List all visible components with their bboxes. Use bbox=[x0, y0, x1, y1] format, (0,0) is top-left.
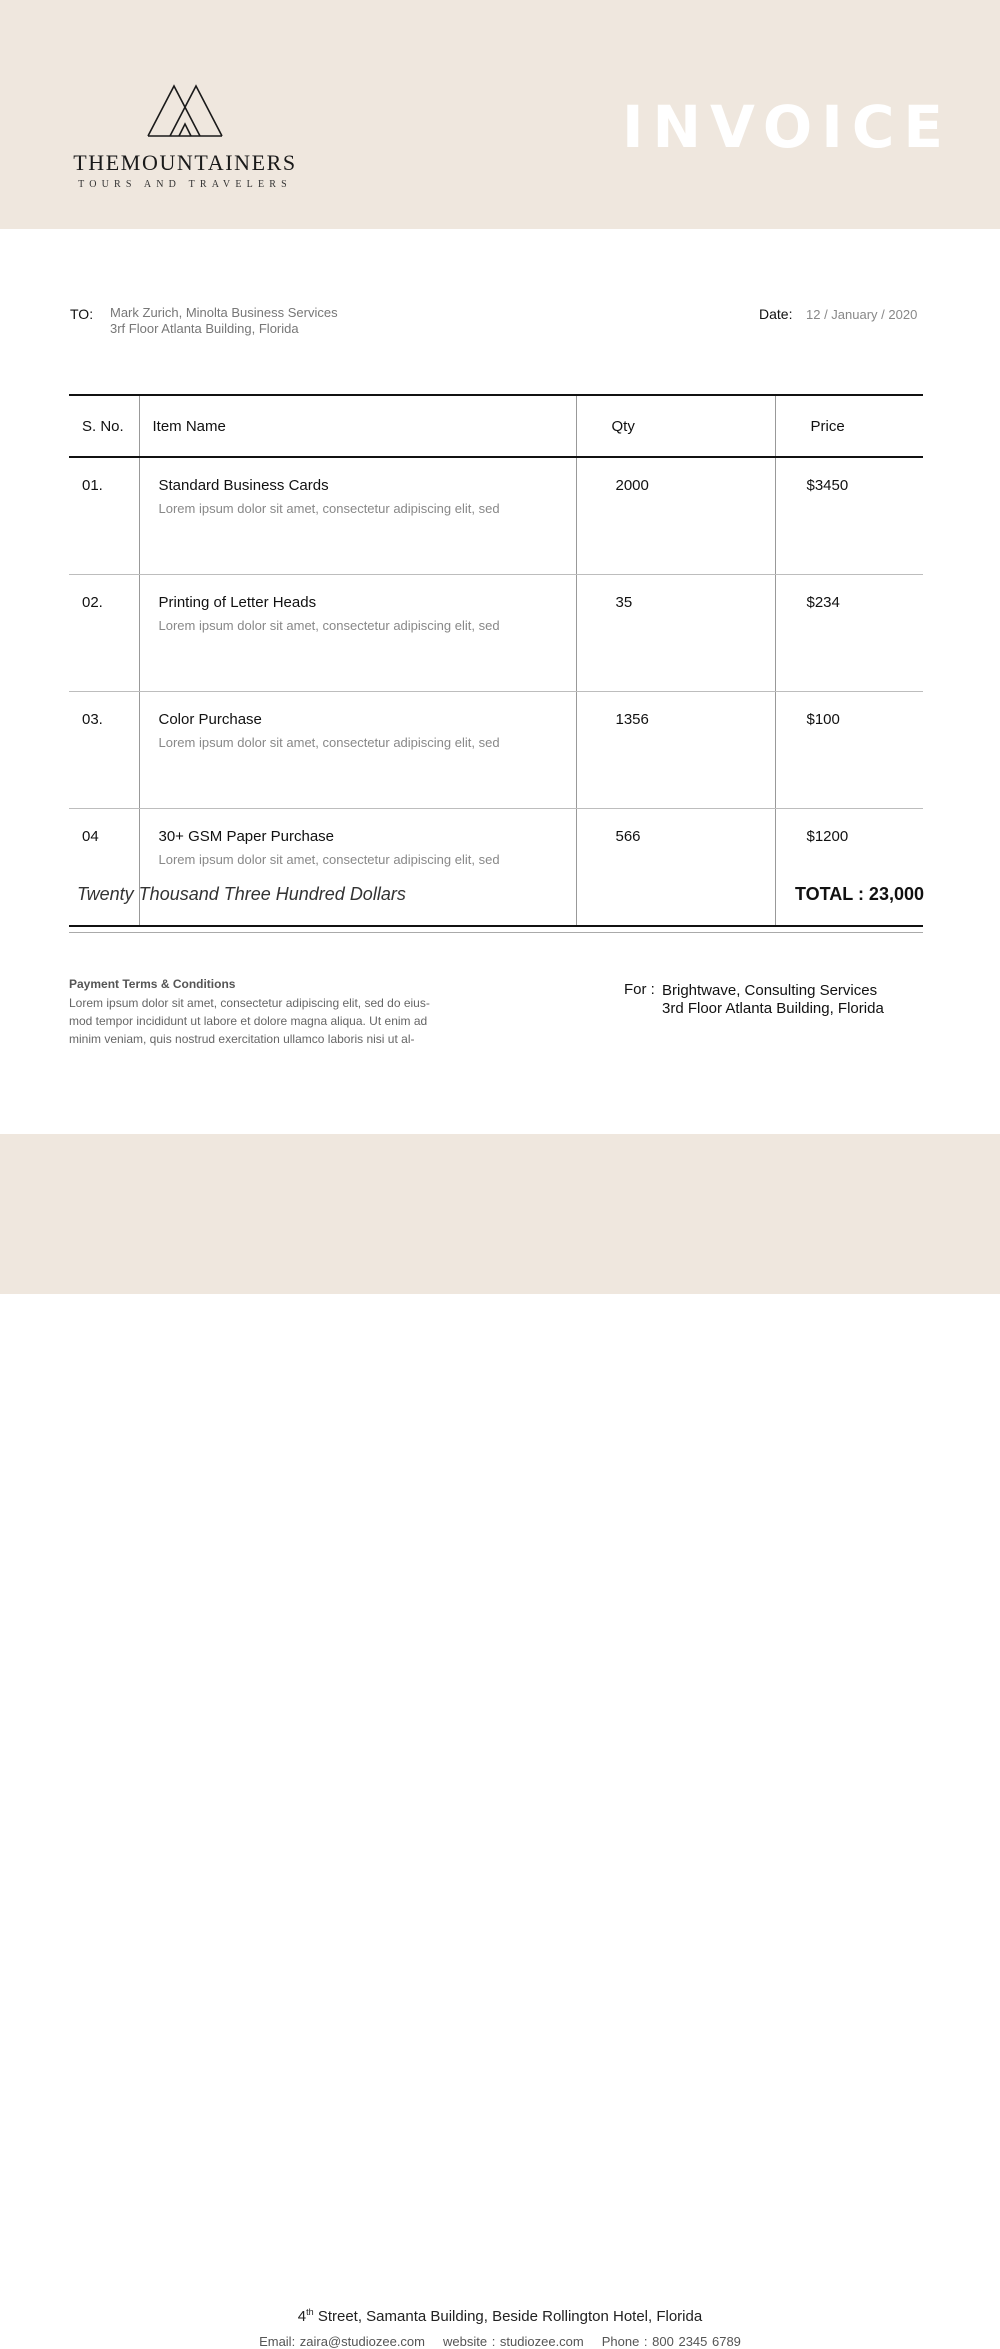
invoice-title: INVOICE bbox=[621, 93, 952, 161]
row-item-name: Color Purchase bbox=[158, 711, 262, 728]
footer-contact bbox=[0, 2334, 1000, 2349]
table-row bbox=[69, 457, 923, 575]
header-item-name: Item Name bbox=[139, 395, 576, 457]
row-serial: 01. bbox=[69, 457, 139, 575]
footer-website[interactable]: website : studiozee.com bbox=[443, 2334, 584, 2349]
table-row bbox=[69, 575, 923, 692]
to-label: TO: bbox=[70, 306, 94, 322]
row-serial: 04 bbox=[69, 809, 139, 927]
header-qty: Qty bbox=[576, 395, 775, 457]
to-address-line1: Mark Zurich, Minolta Business Services bbox=[110, 305, 338, 320]
for-label: For : bbox=[624, 981, 655, 998]
row-price: $100 bbox=[775, 692, 923, 809]
for-address-line1: Brightwave, Consulting Services bbox=[662, 982, 878, 999]
row-item-desc: Lorem ipsum dolor sit amet, consectetur adipiscing elit, sed bbox=[158, 852, 500, 867]
footer-street-number: 4 bbox=[297, 2308, 307, 2325]
header-serial: S. No. bbox=[69, 395, 139, 457]
mountain-logo-icon bbox=[146, 84, 224, 138]
invoice-total: TOTAL : 23,000 bbox=[794, 884, 924, 904]
row-price: $1200 bbox=[775, 809, 923, 927]
row-item-desc: Lorem ipsum dolor sit amet, consectetur adipiscing elit, sed bbox=[158, 735, 500, 750]
header-band bbox=[0, 0, 1000, 229]
table-row bbox=[69, 692, 923, 809]
amount-in-words: Twenty Thousand Three Hundred Dollars bbox=[77, 884, 406, 904]
footer-phone: Phone : 800 2345 6789 bbox=[601, 2334, 741, 2349]
footer-address bbox=[0, 2307, 1000, 2325]
table-row bbox=[69, 809, 923, 927]
header-price: Price bbox=[775, 395, 923, 457]
brand-name: THEMOUNTAINERS bbox=[73, 150, 297, 175]
row-qty: 1356 bbox=[576, 692, 775, 809]
footer-address-rest: Street, Samanta Building, Beside Rollington Hotel, Florida bbox=[313, 2308, 703, 2325]
for-address bbox=[662, 982, 884, 1018]
footer-band bbox=[0, 1134, 1000, 2349]
footer-email[interactable]: Email: zaira@studiozee.com bbox=[259, 2334, 425, 2349]
row-serial: 02. bbox=[69, 575, 139, 692]
date-value: 12 / January / 2020 bbox=[806, 307, 918, 322]
row-price: $3450 bbox=[775, 457, 923, 575]
row-item-desc: Lorem ipsum dolor sit amet, consectetur adipiscing elit, sed bbox=[158, 618, 500, 633]
row-item bbox=[139, 692, 576, 809]
row-qty: 566 bbox=[576, 809, 775, 927]
row-item-name: Standard Business Cards bbox=[158, 477, 329, 494]
row-item bbox=[139, 457, 576, 575]
row-serial: 03. bbox=[69, 692, 139, 809]
row-item bbox=[139, 575, 576, 692]
row-item-desc: Lorem ipsum dolor sit amet, consectetur adipiscing elit, sed bbox=[158, 501, 500, 516]
date-label: Date: bbox=[759, 306, 793, 322]
row-price: $234 bbox=[775, 575, 923, 692]
terms-title: Payment Terms & Conditions bbox=[69, 977, 236, 991]
row-item-name: Printing of Letter Heads bbox=[158, 594, 317, 611]
summary-divider bbox=[69, 932, 923, 933]
row-item-name: 30+ GSM Paper Purchase bbox=[158, 828, 335, 845]
to-address bbox=[110, 305, 338, 337]
terms-text: Lorem ipsum dolor sit amet, consectetur adipiscing elit, sed do eius-mod tempor incididunt ut labore et dolore magna aliqua. Ut enim ad minim veniam, quis nostrud exercitation ullamco laboris nisi ut al- bbox=[69, 996, 430, 1046]
row-item bbox=[139, 809, 576, 927]
company-logo bbox=[60, 84, 310, 194]
row-qty: 35 bbox=[576, 575, 775, 692]
footer-street-suffix: th bbox=[306, 2307, 314, 2317]
for-address-line2: 3rd Floor Atlanta Building, Florida bbox=[662, 1000, 884, 1017]
items-table bbox=[69, 394, 923, 927]
to-address-line2: 3rf Floor Atlanta Building, Florida bbox=[110, 321, 299, 336]
row-qty: 2000 bbox=[576, 457, 775, 575]
brand-tagline: TOURS AND TRAVELERS bbox=[78, 179, 292, 190]
table-header-row bbox=[69, 395, 923, 457]
